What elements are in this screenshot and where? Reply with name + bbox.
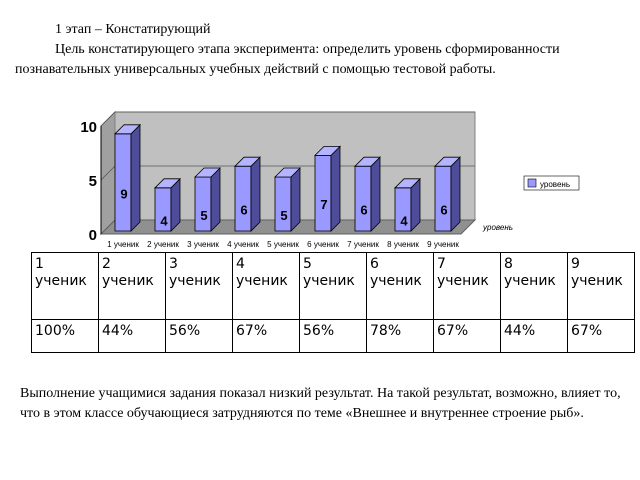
data-label: 4 [400,213,408,229]
bar-front [355,166,371,231]
student-label-cell: 7 ученик [434,253,501,320]
student-label-cell: 3 ученик [166,253,233,320]
percent-cell: 100% [32,320,99,353]
student-label-cell: 4 ученик [233,253,300,320]
stage-goal: Цель констатирующего этапа эксперимента: определить уровень сформированности познавательных универсальных учебных действий с помощью тестовой работы. [15,42,560,77]
student-label-cell: 2 ученик [99,253,166,320]
data-label: 4 [160,213,168,229]
percent-row [32,320,635,353]
bar-side [211,168,220,231]
data-label: 5 [200,208,208,223]
percent-cell: 56% [300,320,367,353]
percent-cell: 67% [568,320,635,353]
student-label-cell: 8 ученик [501,253,568,320]
percent-cell: 56% [166,320,233,353]
y-tick-label: 10 [80,119,97,136]
x-tick-label: 8 ученик [387,240,419,249]
x-tick-label: 2 ученик [147,240,179,249]
data-label: 7 [320,197,328,213]
bar-side [251,157,260,231]
bar-front [435,166,451,231]
legend-label: уровень [540,180,571,189]
bar-front [115,134,131,231]
data-label: 6 [240,202,248,218]
bar-front [235,166,251,231]
student-label-row [32,253,635,320]
bar-side [371,157,380,231]
student-label-cell: 1 ученик [32,253,99,320]
x-tick-label: 1 ученик [107,240,139,249]
percent-cell: 44% [99,320,166,353]
conclusion-text: Выполнение учащимися задания показал низкий результат. На такой результат, возможно, влияет то, что в этом классе обучающиеся затрудняются по теме «Внешнее и внутреннее строение рыб». [20,386,621,421]
bar-side [131,125,140,231]
x-tick-label: 4 ученик [227,240,259,249]
data-label: 6 [440,202,448,218]
student-label-cell: 9 ученик [568,253,635,320]
y-tick-label: 0 [88,227,97,244]
student-label-cell: 5 ученик [300,253,367,320]
bar-front [315,155,331,231]
student-label-cell: 6 ученик [367,253,434,320]
x-tick-label: 3 ученик [187,240,219,249]
bar-side [331,146,340,231]
percent-cell: 67% [434,320,501,353]
data-label: 9 [120,186,128,202]
percent-cell: 67% [233,320,300,353]
results-table [31,252,635,353]
legend-swatch [528,179,536,187]
stage-heading: 1 этап – Констатирующий [55,22,211,37]
x-tick-label: 9 ученик [427,240,459,249]
bar-side [451,157,460,231]
y-tick-label: 5 [88,173,97,190]
percent-cell: 44% [501,320,568,353]
bar-side [291,168,300,231]
data-label: 6 [360,202,368,218]
axis-caption: уровень [483,223,513,232]
percent-cell: 78% [367,320,434,353]
data-label: 5 [280,208,288,223]
x-tick-label: 5 ученик [267,240,299,249]
x-tick-label: 7 ученик [347,240,379,249]
x-tick-label: 6 ученик [307,240,339,249]
